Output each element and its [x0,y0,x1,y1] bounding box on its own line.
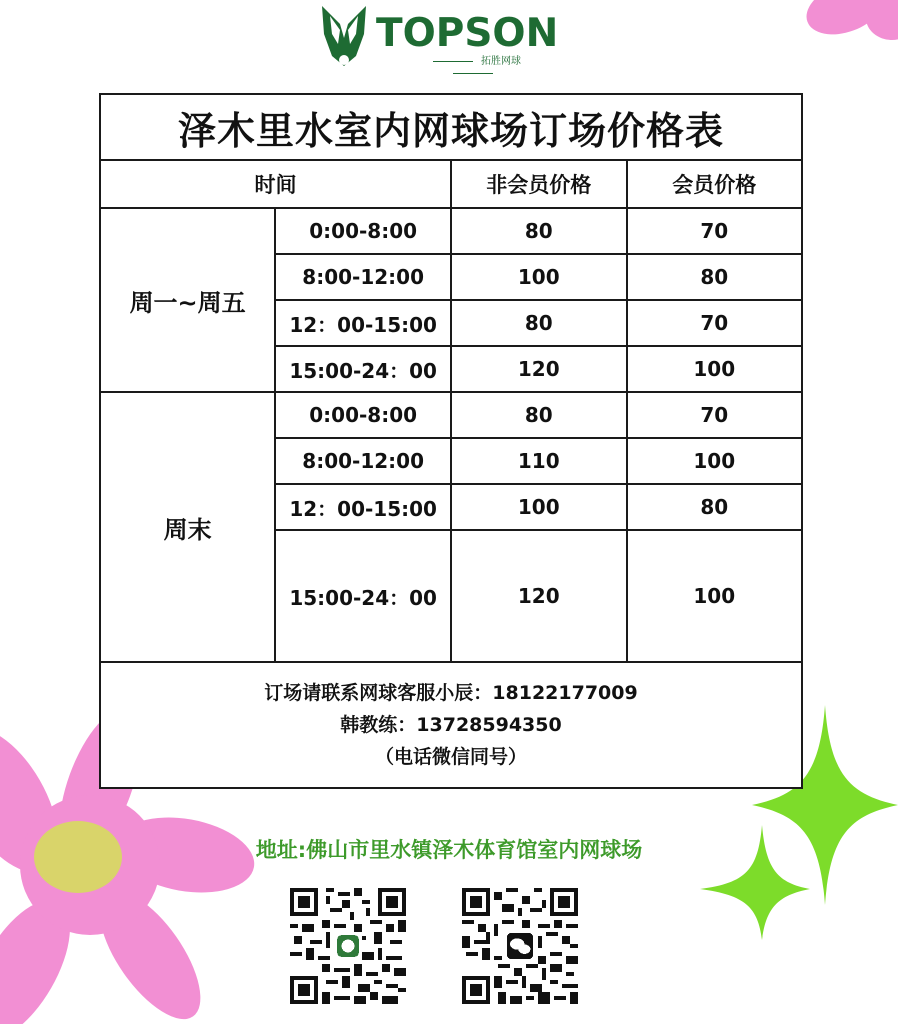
time-slot: 15:00-24：00 [275,346,451,392]
table-row [100,208,802,254]
wechat-qr-code-icon [462,888,578,1004]
contact-row [100,662,802,788]
price-table [99,93,803,789]
contact-info [100,662,802,788]
member-price: 70 [627,392,803,438]
brand-logo [318,4,568,70]
member-price: 100 [627,346,803,392]
header-member-price: 会员价格 [627,160,803,208]
contact-coach-line: 韩教练：13728594350 [340,714,562,736]
corner-flower-decoration [800,0,898,50]
header-non-member-price: 非会员价格 [451,160,626,208]
qr-code-icon [290,888,406,1004]
non-member-price: 120 [451,530,626,662]
time-slot: 12：00-15:00 [275,300,451,346]
non-member-price: 120 [451,346,626,392]
table-row [100,392,802,438]
time-slot: 12：00-15:00 [275,484,451,530]
non-member-price: 100 [451,484,626,530]
header-time: 时间 [100,160,451,208]
non-member-price: 100 [451,254,626,300]
time-slot: 8:00-12:00 [275,438,451,484]
non-member-price: 80 [451,300,626,346]
weekend-label: 周末 [100,392,275,662]
member-price: 80 [627,484,803,530]
weekday-label: 周一~周五 [100,208,275,392]
member-price: 70 [627,208,803,254]
member-price: 80 [627,254,803,300]
venue-address: 地址:佛山市里水镇泽木体育馆室内网球场 [255,838,643,862]
non-member-price: 80 [451,208,626,254]
member-price: 100 [627,438,803,484]
time-slot: 0:00-8:00 [275,392,451,438]
time-slot: 15:00-24：00 [275,530,451,662]
member-price: 100 [627,530,803,662]
member-price: 70 [627,300,803,346]
table-title-row [100,94,802,160]
brand-name: TOPSON [376,11,559,56]
table-title: 泽木里水室内网球场订场价格表 [100,94,802,160]
table-header-row [100,160,802,208]
contact-service-line: 订场请联系网球客服小辰：18122177009 [264,682,638,704]
time-slot: 8:00-12:00 [275,254,451,300]
brand-subtitle: 拓胜网球 [398,56,548,80]
non-member-price: 80 [451,392,626,438]
logo-mark-icon [318,4,370,68]
time-slot: 0:00-8:00 [275,208,451,254]
non-member-price: 110 [451,438,626,484]
contact-note-line: （电话微信同号） [374,746,527,768]
